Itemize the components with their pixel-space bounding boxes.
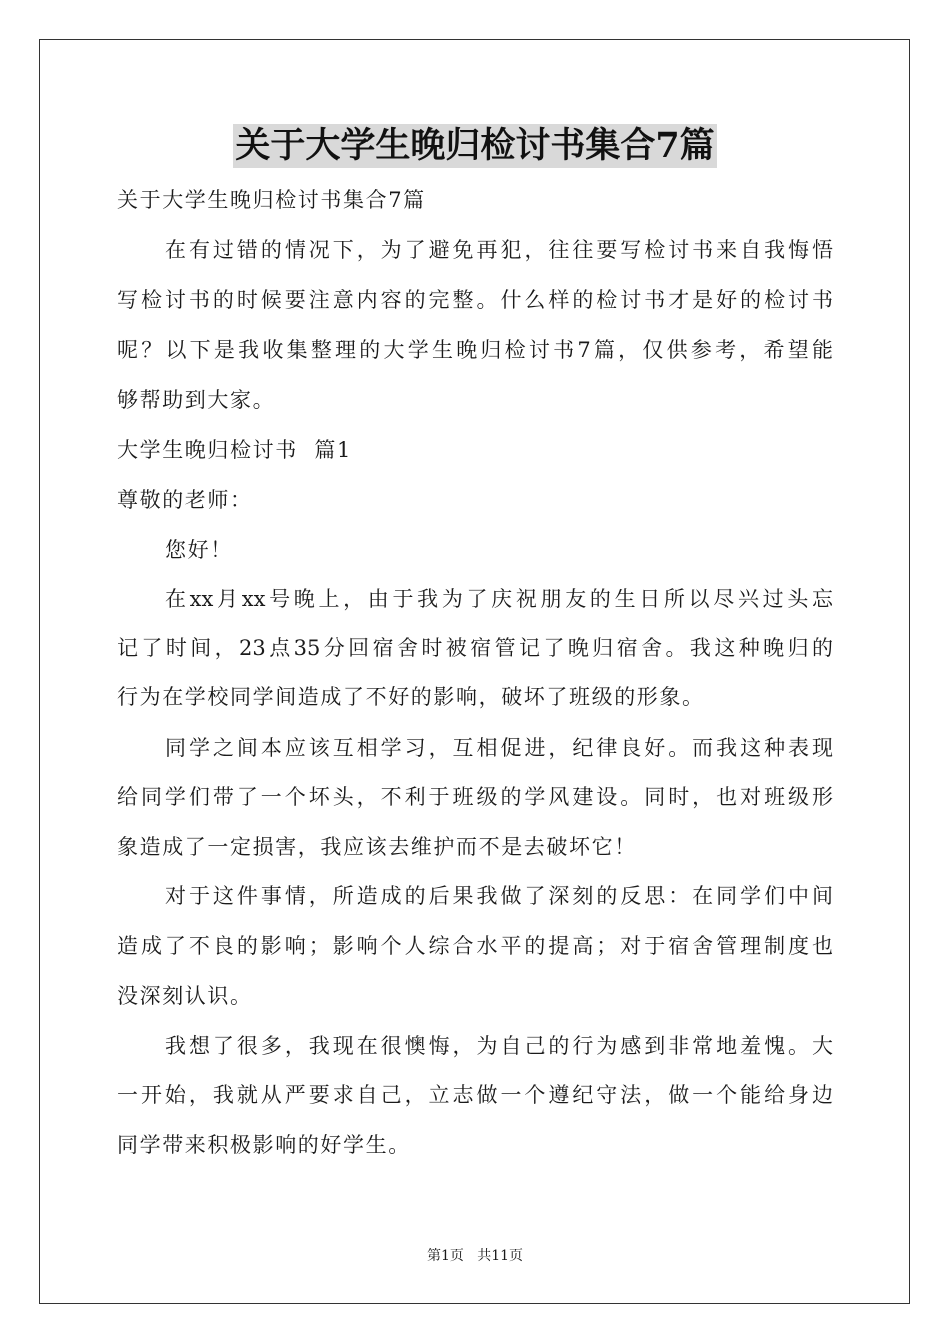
paragraph-line: 在xx月xx号晚上，由于我为了庆祝朋友的生日所以尽兴过头忘	[165, 587, 833, 611]
paragraph-line: 记了时间，23点35分回宿舍时被宿管记了晚归宿舍。我这种晚归的	[117, 636, 833, 660]
paragraph-line: 一开始，我就从严要求自己，立志做一个遵纪守法，做一个能给身边	[117, 1083, 833, 1107]
document-title-container	[0, 124, 950, 168]
intro-line: 在有过错的情况下，为了避免再犯，往往要写检讨书来自我悔悟	[165, 238, 833, 262]
page-footer: 第1页 共11页	[426, 1248, 524, 1264]
paragraph-line: 对于这件事情，所造成的后果我做了深刻的反思：在同学们中间	[165, 884, 833, 908]
paragraph-line: 象造成了一定损害，我应该去维护而不是去破坏它！	[117, 835, 637, 859]
document-title: 关于大学生晚归检讨书集合7篇	[235, 125, 715, 166]
paragraph-line: 给同学们带了一个坏头，不利于班级的学风建设。同时，也对班级形	[117, 785, 833, 809]
paragraph-line: 我想了很多，我现在很懊悔，为自己的行为感到非常地羞愧。大	[165, 1034, 833, 1058]
intro-line: 够帮助到大家。	[117, 388, 276, 412]
section-heading: 大学生晚归检讨书 篇1	[117, 438, 352, 462]
intro-line: 写检讨书的时候要注意内容的完整。什么样的检讨书才是好的检讨书	[117, 288, 833, 312]
paragraph-line: 没深刻认识。	[117, 984, 253, 1008]
salutation: 尊敬的老师：	[117, 488, 253, 512]
paragraph-line: 行为在学校同学间造成了不好的影响，破坏了班级的形象。	[117, 685, 705, 709]
intro-line: 呢？以下是我收集整理的大学生晚归检讨书7篇，仅供参考，希望能	[117, 338, 833, 362]
page-border	[39, 39, 910, 1304]
paragraph-line: 同学带来积极影响的好学生。	[117, 1133, 411, 1157]
document-subtitle: 关于大学生晚归检讨书集合7篇	[117, 188, 426, 212]
paragraph-line: 同学之间本应该互相学习，互相促进，纪律良好。而我这种表现	[165, 736, 833, 760]
paragraph-line: 造成了不良的影响；影响个人综合水平的提高；对于宿舍管理制度也	[117, 934, 833, 958]
greeting: 您好！	[165, 538, 233, 562]
